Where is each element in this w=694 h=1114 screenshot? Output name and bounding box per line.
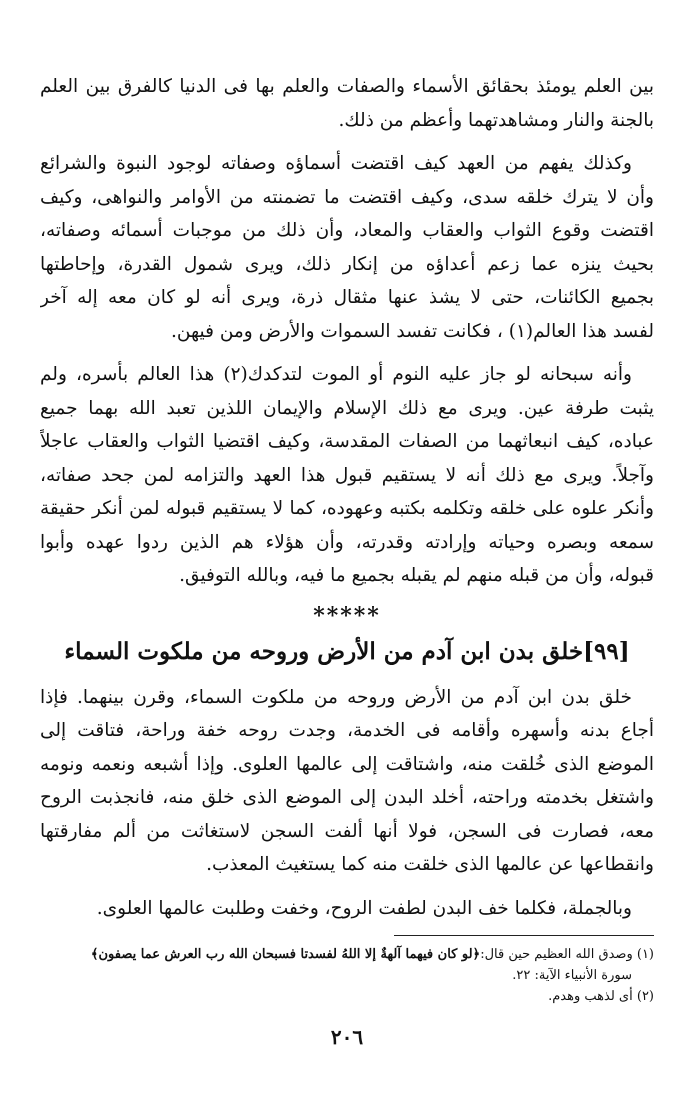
body-text xyxy=(40,70,654,593)
text-line: وآجلاً. ويرى مع ذلك أنه لا يستقيم قبول هذا العهد والتزامه لمن جحد صفاته، xyxy=(40,464,654,486)
text-line: وبالجملة، فكلما خف البدن لطفت الروح، وخفت وطلبت عالمها العلوى. xyxy=(96,897,632,919)
text-line: بحيث ينزه عما زعم أعداؤه من إنكار ذلك، ويرى شمول القدرة، وإحاطتها xyxy=(40,253,654,275)
footnotes xyxy=(40,944,654,1007)
footnote-1-prefix: (١) وصدق الله العظيم حين قال: xyxy=(480,947,654,962)
text-line: وأنه سبحانه لو جاز عليه النوم أو الموت لتدكدك(٢) هذا العالم بأسره، ولم xyxy=(40,364,632,385)
text-line: يثبت طرفة عين. ويرى مع ذلك الإسلام والإيمان اللذين تعبد الله بهما جميع xyxy=(40,397,654,419)
text-line: معه، فصارت فى السجن، فولا أنها ألفت السجن لاستغاثت من ألم مفارقتها xyxy=(40,820,654,842)
footnote-divider xyxy=(394,935,654,936)
text-line: بين العلم يومئذ بحقائق الأسماء والصفات والعلم بها فى الدنيا كالفرق بين العلم xyxy=(40,76,654,97)
text-line: عباده، كيف انبعاثهما من الصفات المقدسة، وكيف اقتضيا الثواب والعقاب عاجلاً xyxy=(40,431,654,452)
text-line: خلق بدن ابن آدم من الأرض وروحه من ملكوت السماء، وقرن بينهما. فإذا xyxy=(40,686,632,708)
footnote-1-source: سورة الأنبياء الآية: ٢٢. xyxy=(512,968,632,983)
text-line: وكذلك يفهم من العهد كيف اقتضت أسماؤه وصفاته لوجود النبوة والشرائع xyxy=(40,153,632,174)
text-line: واشتغل بخدمته وراحته، أخلد البدن إلى الموضع الذى خلق منه، فانجذبت الروح xyxy=(40,787,654,808)
text-line: الموضع الذى خُلقت منه، واشتاقت إلى عالمها العلوى. وإذا أشبعه ونعمه ونومه xyxy=(40,753,654,775)
page-number: ٢٠٦ xyxy=(330,1025,364,1049)
text-line: وأن لا يترك خلقه سدى، وكيف اقتضت ما تضمنته من الأوامر والنواهى، وكيف xyxy=(40,186,654,208)
text-line: وانقطاعها عن عالمها الذى خلقت منه كما يستغيث المعذب. xyxy=(206,854,654,875)
text-line: قبوله، وأن من قبله منهم لم يقبله بجميع ما فيه، وبالله التوفيق. xyxy=(179,565,654,586)
chapter-title: [٩٩]خلق بدن ابن آدم من الأرض وروحه من ملكوت السماء xyxy=(64,637,630,665)
text-line: بالجنة والنار ومشاهدتهما وأعظم من ذلك. xyxy=(338,109,654,131)
text-line: بجميع الكائنات، حتى لا يشذ عنها مثقال ذرة، ويرى أنه لو كان معه إله آخر xyxy=(40,287,654,308)
footnote-1-quote: ﴿لو كان فيهما آلهةٌ إلا اللهُ لفسدتا فسبحان الله رب العرش عما يصفون﴾ xyxy=(90,947,481,962)
chapter-paragraph-2 xyxy=(40,892,654,926)
chapter-paragraph-1 xyxy=(40,681,654,882)
paragraph-1 xyxy=(40,70,654,137)
footnote-2: (٢) أى لذهب وهدم. xyxy=(548,989,654,1004)
paragraph-3 xyxy=(40,358,654,593)
text-line: لفسد هذا العالم(١) ، فكانت تفسد السموات والأرض ومن فيهن. xyxy=(171,320,654,342)
footnote-1 xyxy=(40,944,654,965)
text-line: وأنكر علوه على خلقه وتكلمه بكتبه وعهوده، كما لا يستقيم قبوله لمن أنكر حقيقة xyxy=(40,498,654,519)
text-line: أجاع بدنه وأسهره وأقامه فى الخدمة، وجدت روحه خفة وراحة، فتاقت إلى xyxy=(40,720,654,741)
text-line: سمعه وبصره وحياته وإرادته وقدرته، وأن هؤلاء هم الذين ردوا عهده وأبوا xyxy=(40,531,654,553)
text-line: اقتضت وقوع الثواب والعقاب والمعاد، وأن ذلك من موجبات أسمائه وصفاته، xyxy=(40,220,654,241)
section-separator: ***** xyxy=(313,602,381,629)
paragraph-2 xyxy=(40,147,654,348)
chapter-body xyxy=(40,681,654,926)
